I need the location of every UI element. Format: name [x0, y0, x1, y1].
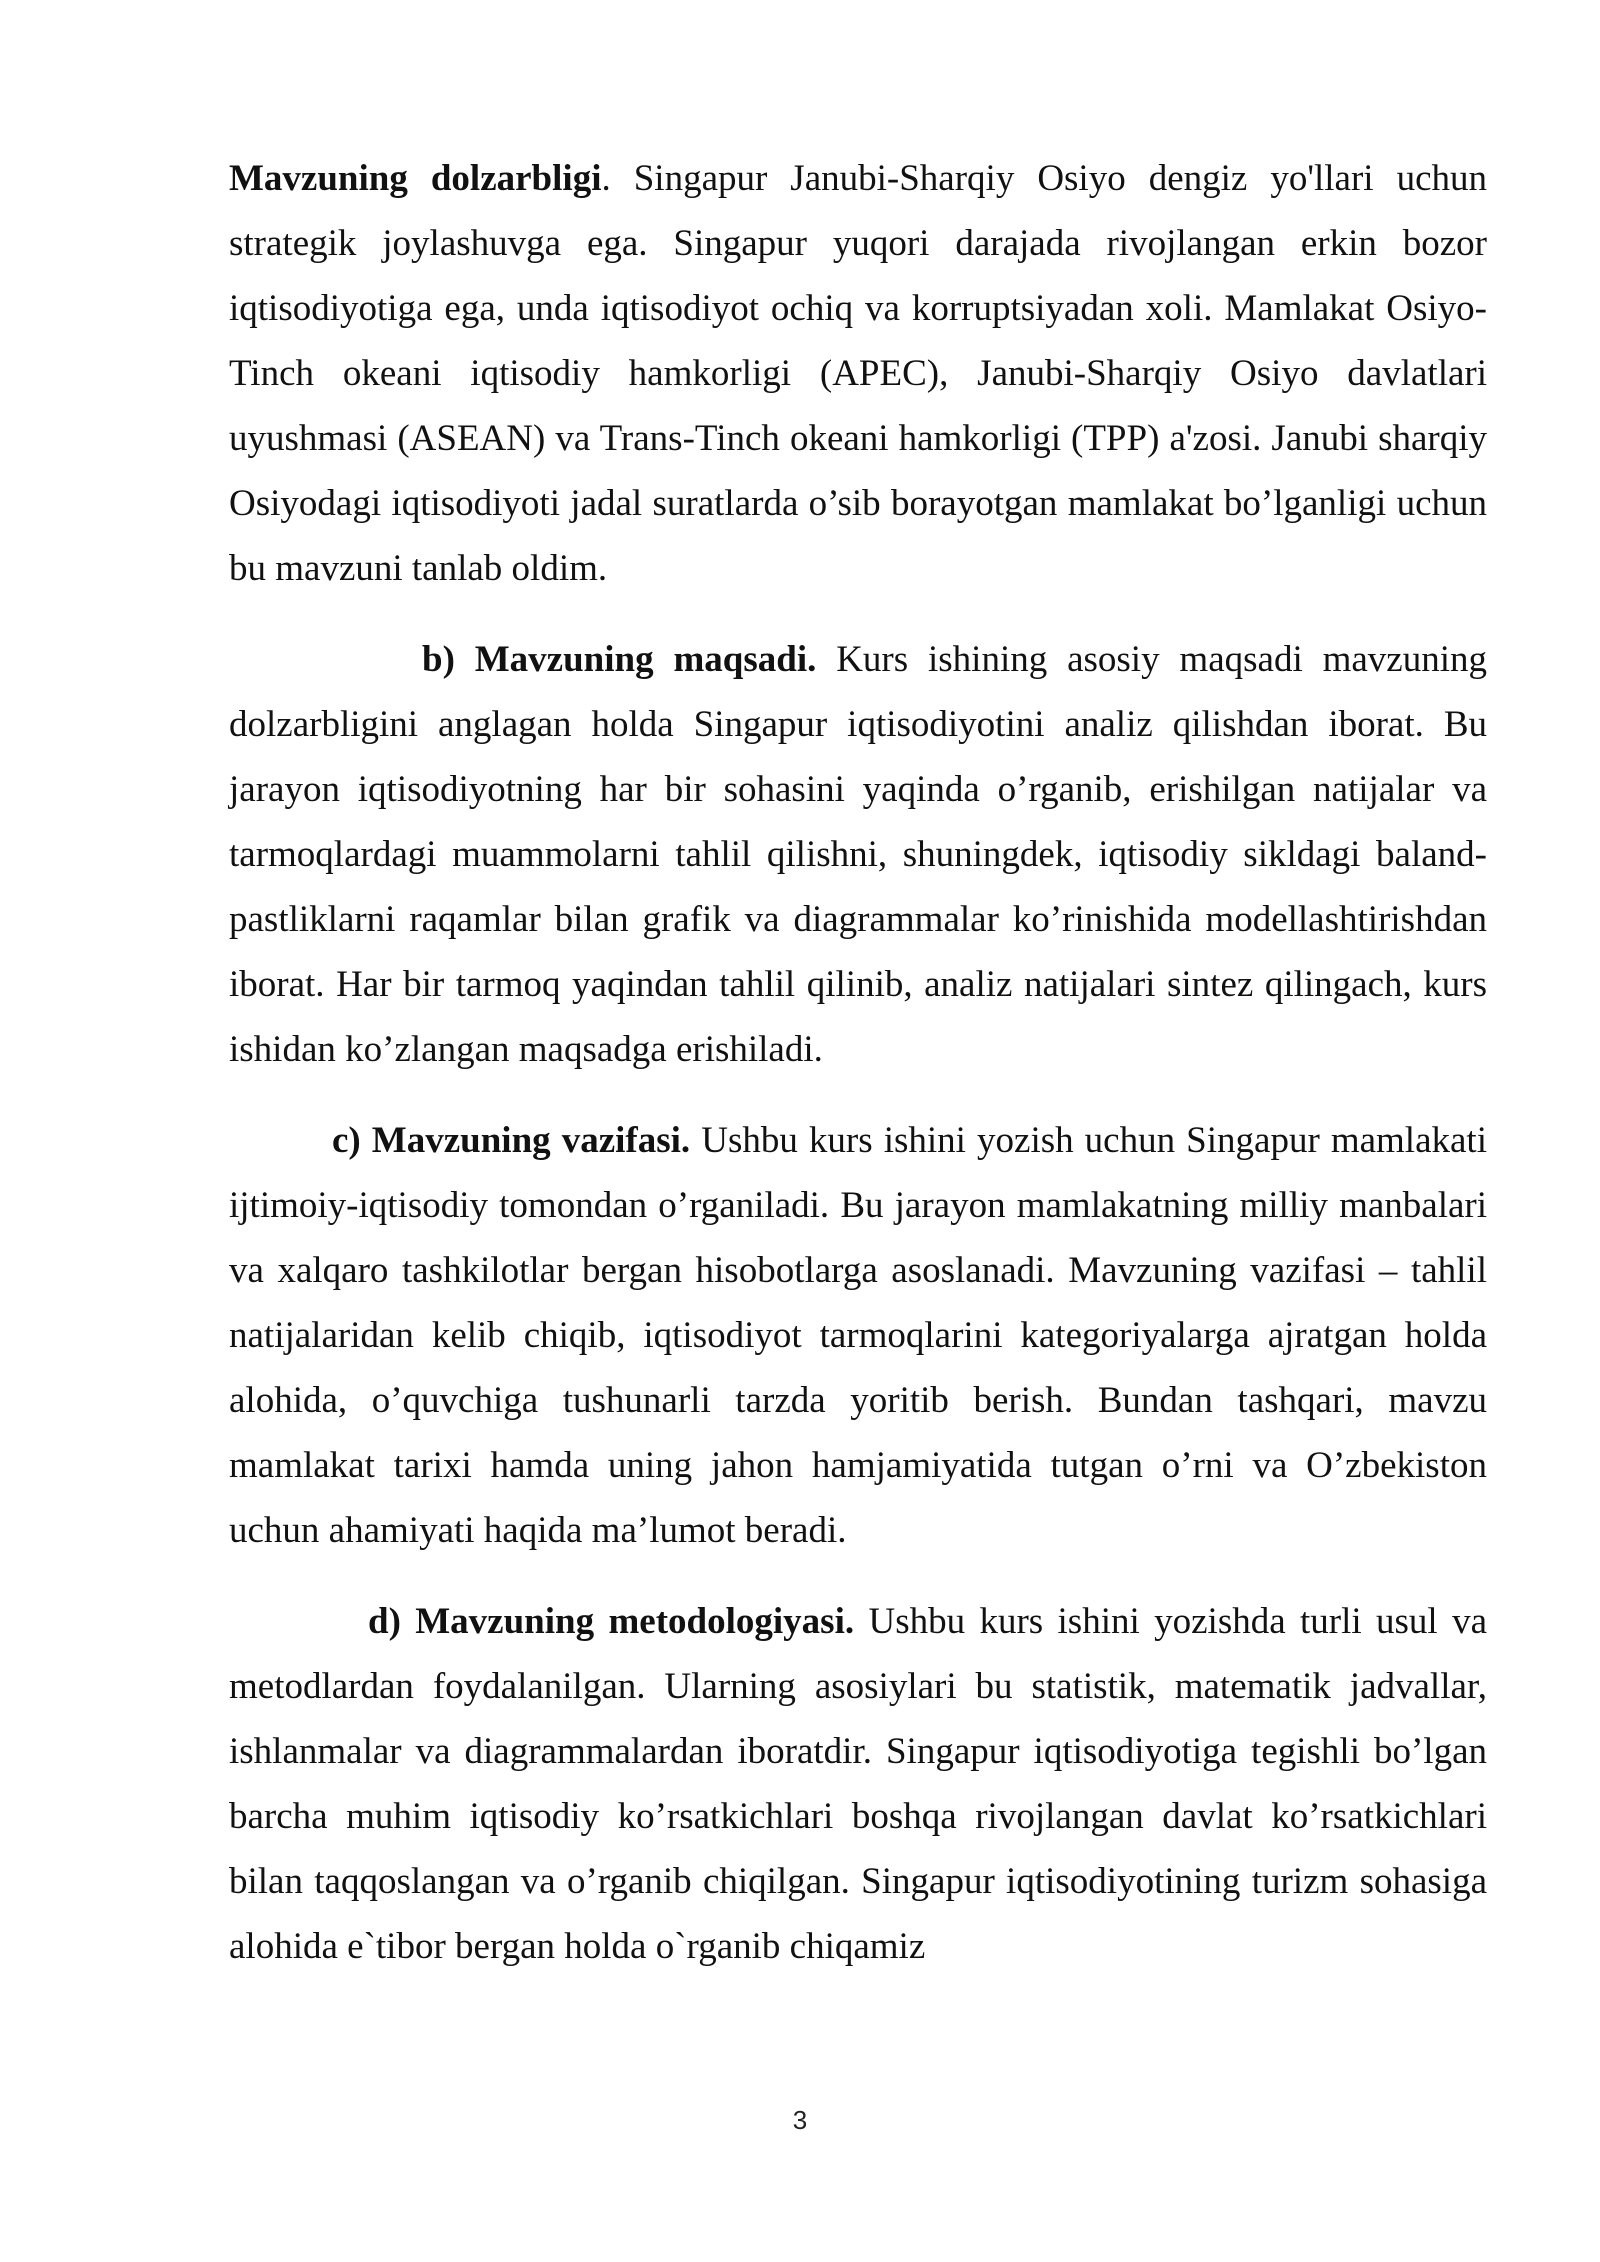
page-number: 3 [792, 2105, 808, 2135]
heading-task: c) Mavzuning vazifasi. [332, 1120, 691, 1161]
heading-relevance-period: . [601, 158, 611, 199]
paragraph-relevance-text: Singapur Janubi-Sharqiy Osiyo dengiz yo'llari uchun strategik joylashuvga ega. Singapur yuqori darajada rivojlangan erkin bozor iqtisodiyotiga ega, unda iqtisodiyot ochiq va korruptsiyadan xoli. Mamlakat Osiyo-Tinch okeani iqtisodiy hamkorligi (APEC), Janubi-Sharqiy Osiyo davlatlari uyushmasi (ASEAN) va Trans-Tinch okeani hamkorligi (TPP) a'zosi. Janubi sharqiy Osiyodagi iqtisodiyoti jadal suratlarda o’sib borayotgan mamlakat bo’lganligi uchun bu mavzuni tanlab oldim. [229, 158, 1487, 589]
paragraph-task-text: Ushbu kurs ishini yozish uchun Singapur mamlakati ijtimoiy-iqtisodiy tomondan o’rganiladi. Bu jarayon mamlakatning milliy manbalari va xalqaro tashkilotlar bergan hisobotlarga asoslanadi. Mavzuning vazifasi – tahlil natijalaridan kelib chiqib, iqtisodiyot tarmoqlarini kategoriyalarga ajratgan holda alohida, o’quvchiga tushunarli tarzda yoritib berish. Bundan tashqari, mavzu mamlakat tarixi hamda uning jahon hamjamiyatida tutgan o’rni va O’zbekiston uchun ahamiyati haqida ma’lumot beradi. [229, 1120, 1487, 1551]
paragraph-goal-text: Kurs ishining asosiy maqsadi mavzuning dolzarbligini anglagan holda Singapur iqtisodiyotini analiz qilishdan iborat. Bu jarayon iqtisodiyotning har bir sohasini yaqinda o’rganib, erishilgan natijalar va tarmoqlardagi muammolarni tahlil qilishni, shuningdek, iqtisodiy sikldagi baland-pastliklarni raqamlar bilan grafik va diagrammalar ko’rinishida modellashtirishdan iborat. Har bir tarmoq yaqindan tahlil qilinib, analiz natijalari sintez qilingach, kurs ishidan ko’zlangan maqsadga erishiladi. [229, 639, 1487, 1070]
paragraph-relevance [229, 146, 1487, 601]
paragraph-goal [229, 627, 1487, 1082]
heading-goal: b) Mavzuning maqsadi. [422, 639, 817, 680]
heading-relevance: Mavzuning dolzarbligi [229, 158, 602, 199]
paragraph-task [229, 1108, 1487, 1563]
heading-methodology: d) Mavzuning metodologiyasi. [368, 1601, 855, 1642]
paragraph-methodology-text: Ushbu kurs ishini yozishda turli usul va metodlardan foydalanilgan. Ularning asosiylari bu statistik, matematik jadvallar, ishlanmalar va diagrammalardan iboratdir. Singapur iqtisodiyotiga tegishli bo’lgan barcha muhim iqtisodiy ko’rsatkichlari boshqa rivojlangan davlat ko’rsatkichlari bilan taqqoslangan va o’rganib chiqilgan. Singapur iqtisodiyotining turizm sohasiga alohida e`tibor bergan holda o`rganib chiqamiz [229, 1601, 1487, 1967]
page-body [229, 146, 1487, 1979]
paragraph-methodology [229, 1589, 1487, 1979]
